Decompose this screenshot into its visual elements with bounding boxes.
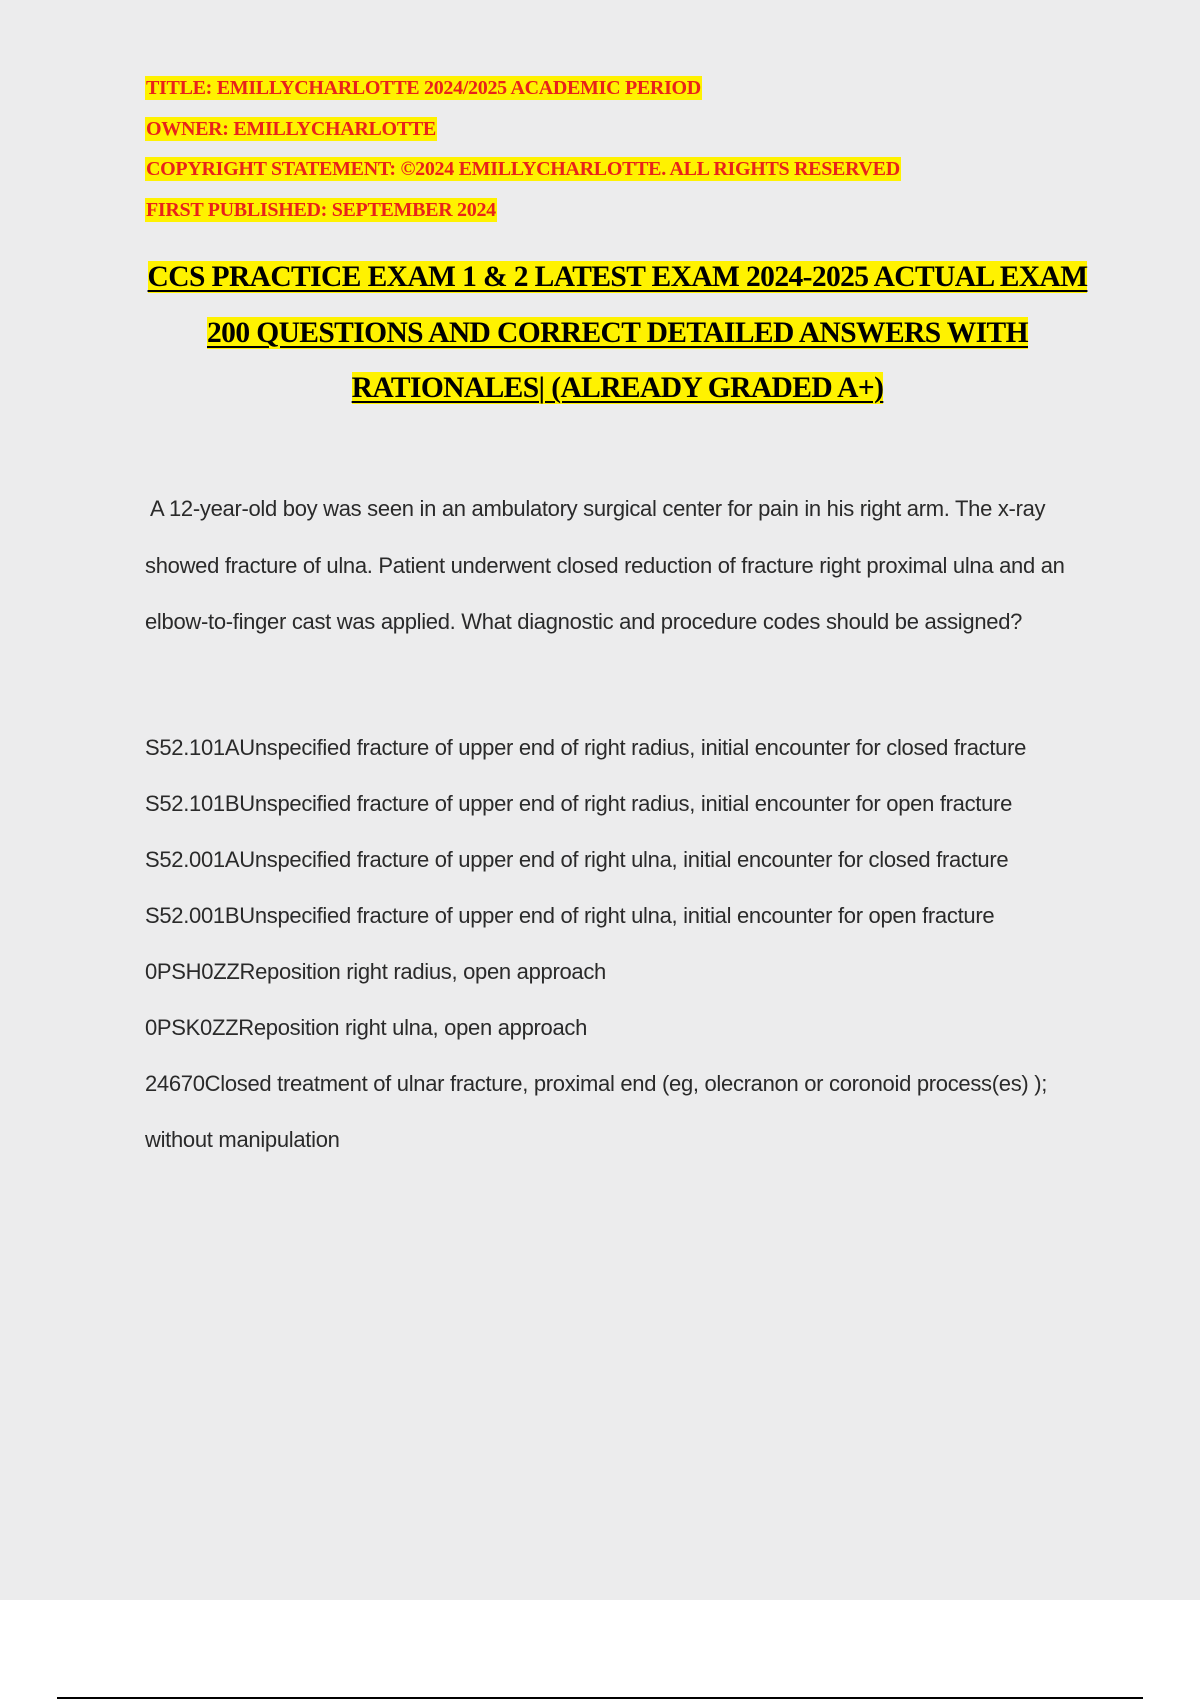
answer-option: 24670Closed treatment of ulnar fracture, proximal end (eg, olecranon or coronoid process(es) ); without manipulation: [145, 1071, 1048, 1152]
metadata-title-line: [145, 68, 901, 109]
answer-options: [145, 720, 1080, 1168]
metadata-title: TITLE: EMILLYCHARLOTTE 2024/2025 ACADEMIC PERIOD: [146, 77, 701, 99]
document-metadata: [145, 68, 901, 230]
page-bottom-rule: [57, 1697, 1143, 1699]
document-title: CCS PRACTICE EXAM 1 & 2 LATEST EXAM 2024-2025 ACTUAL EXAM 200 QUESTIONS AND CORRECT DETAILED ANSWERS WITH RATIONALES| (ALREADY GRADED A+): [147, 261, 1088, 404]
answer-option: 0PSK0ZZReposition right ulna, open approach: [145, 1015, 588, 1040]
question-text: A 12-year-old boy was seen in an ambulatory surgical center for pain in his right arm. The x-ray showed fracture of ulna. Patient underwent closed reduction of fracture right proximal ulna and an elbow-to-finger cast was applied. What diagnostic and procedure codes should be assigned?: [145, 496, 1065, 634]
metadata-owner: OWNER: EMILLYCHARLOTTE: [146, 117, 436, 140]
answer-option: S52.101AUnspecified fracture of upper end of right radius, initial encounter for closed fracture: [145, 735, 1027, 760]
metadata-owner-line: [145, 109, 901, 150]
answer-option: 0PSH0ZZReposition right radius, open approach: [145, 959, 606, 984]
metadata-copyright: COPYRIGHT STATEMENT: ©2024 EMILLYCHARLOTTE. ALL RIGHTS RESERVED: [146, 158, 900, 180]
metadata-first-published: FIRST PUBLISHED: SEPTEMBER 2024: [146, 198, 496, 221]
answer-option: S52.101BUnspecified fracture of upper end of right radius, initial encounter for open fracture: [145, 791, 1013, 816]
metadata-published-line: [145, 190, 901, 231]
answer-option: S52.001BUnspecified fracture of upper end of right ulna, initial encounter for open fracture: [145, 903, 995, 928]
answer-option: S52.001AUnspecified fracture of upper end of right ulna, initial encounter for closed fracture: [145, 847, 1009, 872]
metadata-copyright-line: [145, 149, 901, 190]
document-title-block: [140, 250, 1095, 417]
